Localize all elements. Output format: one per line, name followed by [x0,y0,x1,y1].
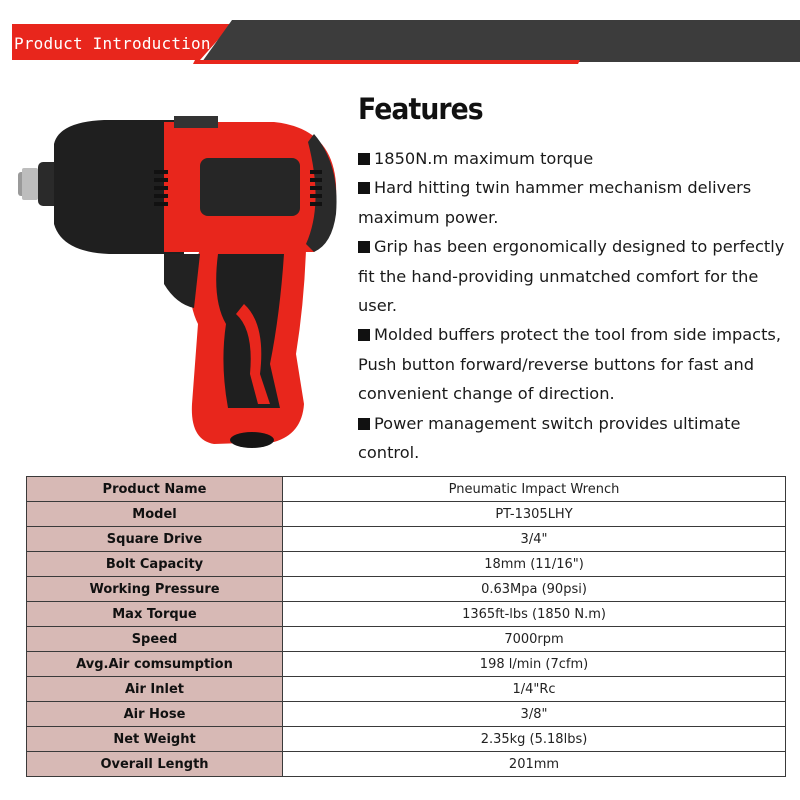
square-bullet-icon [358,153,370,165]
spec-label: Speed [27,627,283,652]
product-introduction-banner [0,0,800,70]
spec-value: 18mm (11/16") [283,552,786,577]
spec-value: 3/4" [283,527,786,552]
spec-value: 1365ft-lbs (1850 N.m) [283,602,786,627]
square-bullet-icon [358,418,370,430]
feature-text: Molded buffers protect the tool from side impacts, Push button forward/reverse buttons for fast and convenient change of direction. [358,325,782,404]
banner-title: Product Introduction [14,34,211,53]
feature-text: 1850N.m maximum torque [374,149,594,168]
spec-label: Air Hose [27,702,283,727]
table-row [27,627,786,652]
spec-label: Air Inlet [27,677,283,702]
table-row [27,577,786,602]
spec-label: Square Drive [27,527,283,552]
spec-value: 7000rpm [283,627,786,652]
spec-value: 0.63Mpa (90psi) [283,577,786,602]
impact-wrench-illustration [14,104,344,454]
table-row [27,602,786,627]
feature-item [358,320,788,408]
spec-label: Max Torque [27,602,283,627]
spec-value: 2.35kg (5.18lbs) [283,727,786,752]
spec-label: Product Name [27,477,283,502]
feature-text: Power management switch provides ultimate control. [358,413,741,463]
spec-value: 1/4"Rc [283,677,786,702]
table-row [27,752,786,777]
spec-label: Avg.Air comsumption [27,652,283,677]
feature-item [358,232,788,320]
square-bullet-icon [358,182,370,194]
spec-value: 198 l/min (7cfm) [283,652,786,677]
features-title: Features [358,92,483,126]
spec-value: Pneumatic Impact Wrench [283,477,786,502]
spec-value: PT-1305LHY [283,502,786,527]
table-row [27,527,786,552]
feature-item [358,173,788,232]
table-row [27,477,786,502]
table-row [27,652,786,677]
spec-label: Working Pressure [27,577,283,602]
table-row [27,702,786,727]
table-row [27,677,786,702]
spec-label: Overall Length [27,752,283,777]
spec-label: Model [27,502,283,527]
square-bullet-icon [358,241,370,253]
feature-text: Hard hitting twin hammer mechanism delivers maximum power. [358,178,752,227]
feature-item [358,409,788,468]
features-list [358,144,788,467]
table-row [27,502,786,527]
spec-value: 3/8" [283,702,786,727]
table-row [27,727,786,752]
specifications-table [26,476,786,777]
table-row [27,552,786,577]
spec-label: Bolt Capacity [27,552,283,577]
feature-item [358,144,788,173]
square-bullet-icon [358,329,370,341]
feature-text: Grip has been ergonomically designed to perfectly fit the hand-providing unmatched comfort for the user. [358,237,785,316]
spec-value: 201mm [283,752,786,777]
spec-label: Net Weight [27,727,283,752]
